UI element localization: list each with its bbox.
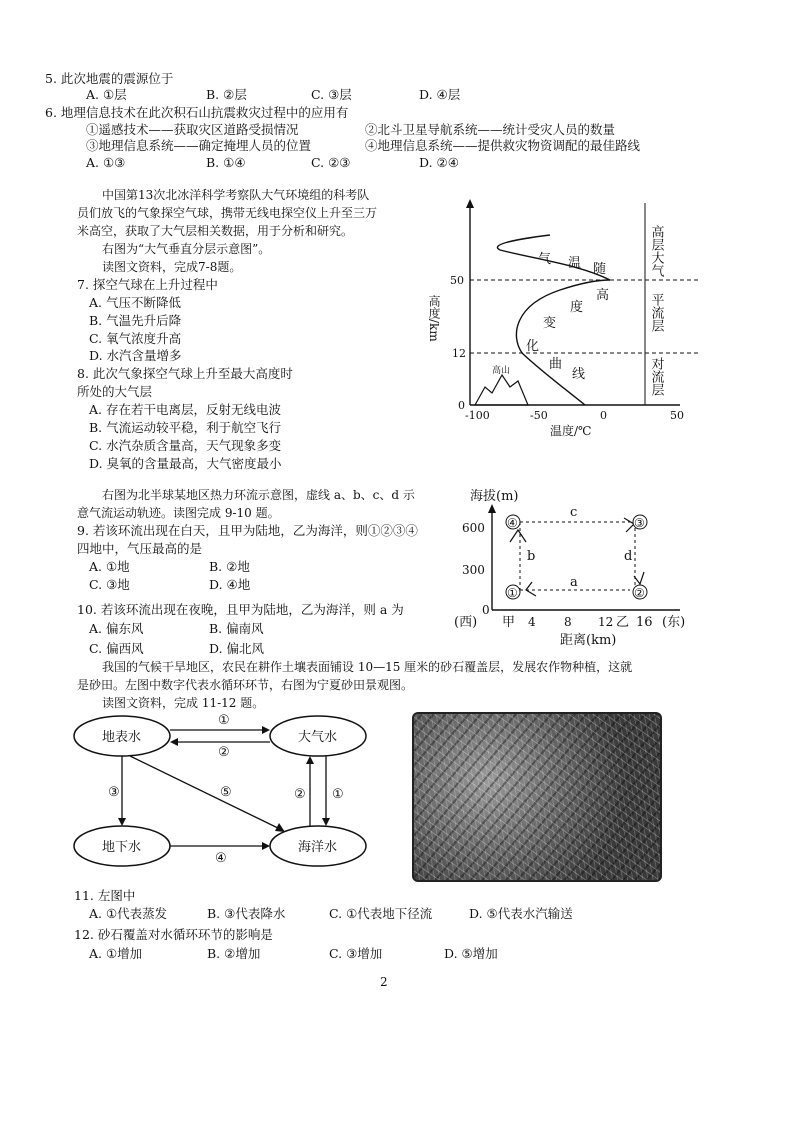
y-tick-12: 12: [452, 347, 466, 360]
link-4-arrow: [262, 842, 270, 850]
curve-label-char-4: 高: [596, 288, 610, 303]
q6-option-c[interactable]: C. ②③: [311, 155, 351, 170]
node-ocean-water-label: 海洋水: [298, 840, 338, 855]
atmosphere-layer-diagram: [427, 195, 710, 440]
point-2-label: ②: [634, 586, 645, 600]
passage1-line-5: 读图文资料，完成7-8题。: [102, 260, 242, 274]
q10-option-c[interactable]: C. 偏西风: [89, 641, 144, 656]
q9-option-a[interactable]: A. ①地: [89, 559, 130, 574]
q8-option-c[interactable]: C. 水汽杂质含量高，天气现象多变: [89, 438, 282, 453]
q6-option-b[interactable]: B. ①④: [206, 155, 246, 170]
q7-option-d[interactable]: D. 水汽含量增多: [89, 348, 182, 363]
q7-option-b[interactable]: B. 气温先升后降: [89, 313, 182, 328]
circ-x-tick-8: 8: [564, 615, 572, 629]
circ-x-tick-4: 4: [528, 615, 536, 629]
x-tick-minus50: -50: [530, 409, 548, 422]
flow-c-arrow: [624, 518, 634, 532]
q6-option-a[interactable]: A. ①③: [86, 155, 126, 170]
link-5-label: ⑤: [220, 785, 232, 800]
q9-stem-line-2: 四地中，气压最高的是: [77, 541, 203, 556]
mountain-label: 高山: [492, 366, 511, 376]
link-2-right-arrow: [306, 756, 314, 764]
curve-label-char-5: 度: [570, 300, 584, 315]
curve-label-char-7: 化: [526, 339, 540, 354]
flow-a-label: a: [570, 575, 578, 590]
curve-label-char-3: 随: [593, 262, 607, 277]
east-label: (东): [662, 615, 686, 630]
y-tick-50: 50: [450, 274, 464, 287]
q7-option-c[interactable]: C. 氧气浓度升高: [89, 331, 182, 346]
q9-stem-line-1: 9. 若该环流出现在白天，且甲为陆地，乙为海洋，则①②③④: [77, 523, 418, 538]
link-3-label: ③: [108, 785, 120, 800]
link-1-right-label: ①: [332, 787, 344, 802]
q11-option-b[interactable]: B. ③代表降水: [207, 906, 286, 921]
passage1-line-3: 米高空，获取了大气层相关数据，用于分析和研究。: [77, 224, 354, 238]
link-5-line: [130, 756, 282, 830]
link-1-top-arrow: [262, 726, 270, 734]
q6-stem: 6. 地理信息技术在此次积石山抗震救灾过程中的应用有: [45, 105, 349, 120]
link-2-top-label: ②: [218, 745, 230, 760]
page-number: 2: [380, 975, 388, 989]
x-tick-0: 0: [600, 409, 607, 422]
circ-x-tick-12: 12: [598, 615, 614, 629]
circ-y-tick-0: 0: [482, 603, 490, 617]
q12-option-c[interactable]: C. ③增加: [329, 946, 383, 961]
q9-option-c[interactable]: C. ③地: [89, 577, 130, 592]
q6-item-2: ②北斗卫星导航系统——统计受灾人员的数量: [365, 122, 616, 137]
q9-option-b[interactable]: B. ②地: [209, 559, 250, 574]
flow-a-arrow: [526, 582, 536, 596]
layer-label-stratosphere: 平流层: [648, 293, 664, 332]
y-axis-label: 高度/km: [427, 295, 441, 342]
q10-option-d[interactable]: D. 偏北风: [209, 641, 265, 656]
q5-option-b[interactable]: B. ②层: [206, 87, 247, 102]
x-axis-label: 温度/℃: [550, 424, 592, 438]
passage2-line-2: 意气流运动轨迹。读图完成 9-10 题。: [77, 506, 280, 520]
mountain-icon: [475, 375, 528, 405]
link-1-top-label: ①: [218, 713, 230, 728]
q5-option-d[interactable]: D. ④层: [419, 87, 461, 102]
q11-option-d[interactable]: D. ⑤代表水汽输送: [469, 906, 573, 921]
q6-item-1: ①遥感技术——获取灾区道路受损情况: [86, 122, 299, 137]
circ-y-axis-arrow: [488, 504, 496, 513]
passage3-line-1: 我国的气候干旱地区，农民在耕作土壤表面铺设 10—15 厘米的砂石覆盖层，发展农作物种植，这就: [102, 660, 633, 674]
curve-label-char-8: 曲: [549, 357, 563, 372]
y-tick-0: 0: [458, 399, 465, 412]
water-cycle-diagram: [70, 708, 390, 878]
link-4-label: ④: [215, 851, 227, 866]
curve-label-char-2: 温: [568, 256, 582, 271]
q7-stem: 7. 探空气球在上升过程中: [77, 277, 218, 292]
q11-option-c[interactable]: C. ①代表地下径流: [329, 906, 433, 921]
flow-d-label: d: [624, 549, 633, 564]
circ-y-tick-600: 600: [462, 521, 485, 535]
q8-option-d[interactable]: D. 臭氧的含量最高，大气密度最小: [89, 456, 282, 471]
point-3-label: ③: [634, 516, 645, 530]
link-3-arrow: [118, 818, 126, 826]
west-label: (西): [454, 615, 478, 630]
node-atmospheric-water-label: 大气水: [298, 730, 338, 745]
circ-x-tick-16: 16: [636, 615, 653, 630]
point-4-label: ④: [507, 516, 518, 530]
place-b-label: 乙: [616, 615, 630, 630]
q12-option-a[interactable]: A. ①增加: [89, 946, 143, 961]
x-tick-50: 50: [670, 409, 684, 422]
curve-label-char-6: 变: [543, 316, 557, 331]
link-2-top-arrow: [170, 738, 178, 746]
q12-option-d[interactable]: D. ⑤增加: [444, 946, 498, 961]
x-tick-minus100: -100: [465, 409, 490, 422]
q5-stem: 5. 此次地震的震源位于: [45, 71, 174, 86]
q6-item-4: ④地理信息系统——提供救灾物资调配的最佳路线: [365, 138, 641, 153]
passage3-line-3: 读图文资料，完成 11-12 题。: [102, 696, 265, 710]
curve-label-char-9: 线: [572, 367, 586, 382]
q7-option-a[interactable]: A. 气压不断降低: [89, 295, 181, 310]
circ-y-tick-300: 300: [462, 563, 485, 577]
q9-option-d[interactable]: D. ④地: [209, 577, 251, 592]
passage2-line-1: 右图为北半球某地区热力环流示意图，虚线 a、b、c、d 示: [102, 488, 415, 502]
passage3-line-2: 是砂田。左图中数字代表水循环环节，右图为宁夏砂田景观图。: [77, 678, 414, 692]
circ-y-axis-label: 海拔(m): [470, 489, 519, 504]
q8-option-a[interactable]: A. 存在若干电离层，反射无线电波: [89, 402, 281, 417]
circ-x-axis-label: 距离(km): [560, 633, 617, 648]
link-2-right-label: ②: [294, 787, 306, 802]
node-groundwater-label: 地下水: [102, 840, 142, 855]
flow-b-label: b: [527, 549, 536, 564]
curve-label-char-1: 气: [538, 252, 552, 267]
sand-field-photo: [412, 712, 662, 882]
y-axis-arrow: [466, 199, 474, 208]
q10-stem: 10. 若该环流出现在夜晚，且甲为陆地，乙为海洋，则 a 为: [77, 602, 404, 617]
q10-option-a[interactable]: A. 偏东风: [89, 621, 144, 636]
q11-option-a[interactable]: A. ①代表蒸发: [89, 906, 168, 921]
q11-stem: 11. 左图中: [74, 888, 136, 903]
q8-stem-line-1: 8. 此次气象探空气球上升至最大高度时: [77, 366, 293, 381]
layer-label-upper: 高层大气: [648, 225, 664, 277]
passage1-line-2: 员们放飞的气象探空气球，携带无线电探空仪上升至三万: [77, 206, 378, 220]
q6-item-3: ③地理信息系统——确定掩埋人员的位置: [86, 138, 312, 153]
q8-stem-line-2: 所处的大气层: [77, 384, 153, 399]
thermal-circulation-diagram: [440, 480, 730, 650]
flow-b-arrow: [510, 530, 526, 542]
q6-option-d[interactable]: D. ②④: [419, 155, 459, 170]
passage1-line-4: 右图为“大气垂直分层示意图”。: [102, 242, 271, 256]
point-1-label: ①: [507, 586, 518, 600]
q8-option-b[interactable]: B. 气流运动较平稳，利于航空飞行: [89, 420, 282, 435]
flow-c-label: c: [570, 505, 578, 520]
link-1-right-arrow: [322, 818, 330, 826]
layer-label-troposphere: 对流层: [648, 357, 664, 396]
q10-option-b[interactable]: B. 偏南风: [209, 621, 264, 636]
q5-option-a[interactable]: A. ①层: [86, 87, 127, 102]
q5-option-c[interactable]: C. ③层: [311, 87, 352, 102]
q12-stem: 12. 砂石覆盖对水循环环节的影响是: [74, 927, 273, 942]
place-a-label: 甲: [502, 615, 516, 630]
q12-option-b[interactable]: B. ②增加: [207, 946, 261, 961]
passage1-line-1: 中国第13次北冰洋科学考察队大气环境组的科考队: [102, 188, 370, 202]
node-surface-water-label: 地表水: [102, 730, 142, 745]
